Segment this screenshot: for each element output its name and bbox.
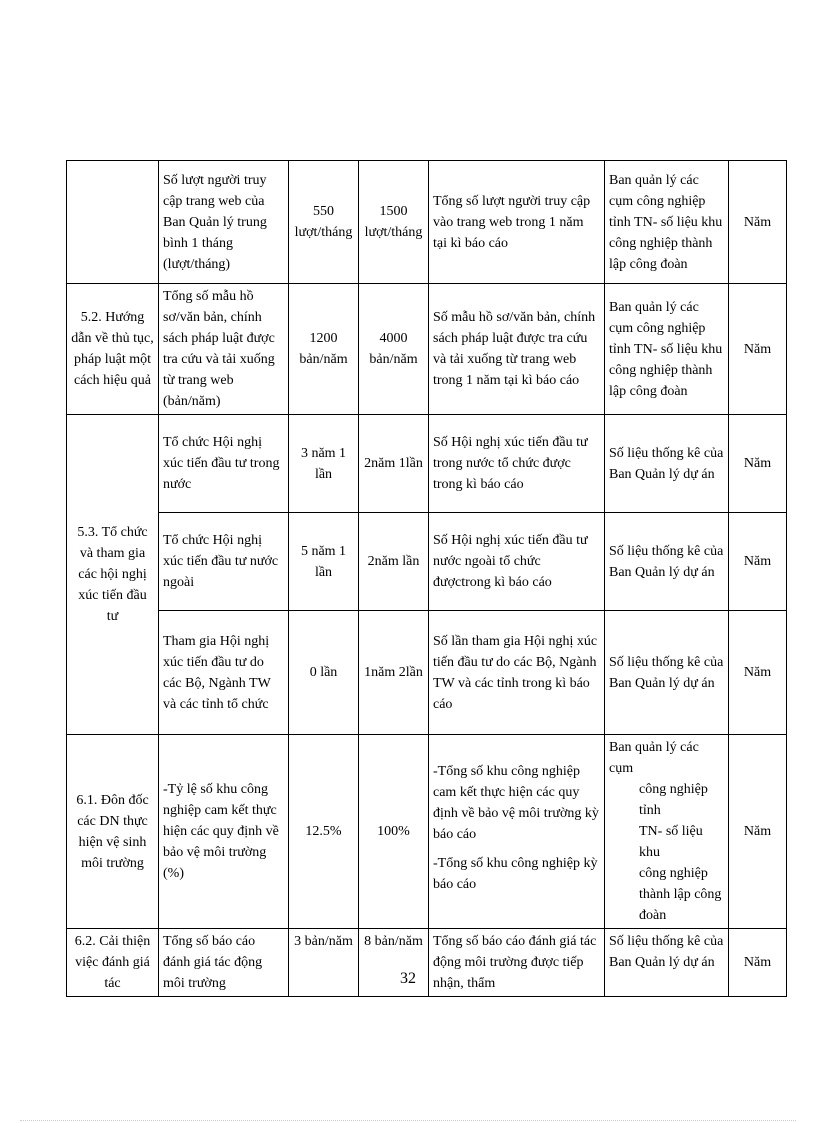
method-cell: Số Hội nghị xúc tiến đầu tư nước ngoài tổ chức đượctrong kì báo cáo (429, 513, 605, 611)
page-number: 32 (400, 970, 416, 987)
table-row (67, 735, 787, 929)
task-cell: 5.3. Tổ chức và tham gia các hội nghị xúc tiến đầu tư (67, 415, 159, 735)
source-line: đoàn (639, 908, 667, 923)
source-line: công nghiệp (639, 866, 708, 881)
footer-divider (20, 1120, 796, 1121)
task-cell: 6.1. Đôn đốc các DN thực hiện vệ sinh môi trường (67, 735, 159, 929)
source-cell: Số liệu thống kê của Ban Quản lý dự án (605, 929, 729, 997)
baseline-cell: 550 lượt/tháng (289, 161, 359, 284)
baseline-cell: 5 năm 1 lần (289, 513, 359, 611)
baseline-cell: 3 bản/năm (289, 929, 359, 997)
target-cell: 2năm lần (359, 513, 429, 611)
table-row (67, 284, 787, 415)
indicator-table (66, 160, 787, 997)
frequency-cell: Năm (729, 284, 787, 415)
target-cell: 1500 lượt/tháng (359, 161, 429, 284)
source-cell: Số liệu thống kê của Ban Quản lý dự án (605, 415, 729, 513)
target-cell: 100% (359, 735, 429, 929)
target-cell: 8 bản/năm (359, 929, 429, 997)
indicator-cell: Tham gia Hội nghị xúc tiến đầu tư do các Bộ, Ngành TW và các tỉnh tổ chức (159, 611, 289, 735)
indicator-cell: Tổ chức Hội nghị xúc tiến đầu tư nước ngoài (159, 513, 289, 611)
source-line: Ban quản lý các cụm (609, 740, 699, 776)
indicator-cell: Tổng số mẫu hồ sơ/văn bản, chính sách pháp luật được tra cứu và tải xuống từ trang web (bản/năm) (159, 284, 289, 415)
indicator-cell: Tổng số báo cáo đánh giá tác động môi trường (159, 929, 289, 997)
frequency-cell: Năm (729, 513, 787, 611)
baseline-cell: 3 năm 1 lần (289, 415, 359, 513)
target-cell: 2năm 1lần (359, 415, 429, 513)
table-row (67, 611, 787, 735)
source-cell: Số liệu thống kê của Ban Quản lý dự án (605, 513, 729, 611)
source-line: TN- số liệu khu (639, 824, 703, 860)
table-row (67, 161, 787, 284)
target-cell: 1năm 2lần (359, 611, 429, 735)
table-row (67, 415, 787, 513)
source-cell: Số liệu thống kê của Ban Quản lý dự án (605, 611, 729, 735)
method-cell (429, 735, 605, 929)
method-cell: Tổng số báo cáo đánh giá tác động môi trường được tiếp nhận, thẩm (429, 929, 605, 997)
task-cell (67, 161, 159, 284)
baseline-cell: 12.5% (289, 735, 359, 929)
method-line: -Tổng số khu công nghiệp kỳ báo cáo (433, 855, 598, 892)
baseline-cell: 1200 bản/năm (289, 284, 359, 415)
frequency-cell: Năm (729, 415, 787, 513)
task-cell: 6.2. Cải thiện việc đánh giá tác (67, 929, 159, 997)
source-line: thành lập công (639, 887, 722, 902)
baseline-cell: 0 lần (289, 611, 359, 735)
source-cell: Ban quản lý các cụm công nghiệp tỉnh TN- số liệu khu công nghiệp thành lập công đoàn (605, 161, 729, 284)
frequency-cell: Năm (729, 161, 787, 284)
indicator-cell: Tổ chức Hội nghị xúc tiến đầu tư trong nước (159, 415, 289, 513)
source-line: công nghiệp tỉnh (639, 782, 708, 818)
method-cell: Số mẫu hồ sơ/văn bản, chính sách pháp luật được tra cứu và tải xuống từ trang web trong 1 năm tại kì báo cáo (429, 284, 605, 415)
table-row (67, 513, 787, 611)
method-cell: Số Hội nghị xúc tiến đầu tư trong nước tổ chức được trong kì báo cáo (429, 415, 605, 513)
target-cell: 4000 bản/năm (359, 284, 429, 415)
source-cell: Ban quản lý các cụm công nghiệp tỉnh TN- số liệu khu công nghiệp thành lập công đoàn (605, 284, 729, 415)
method-cell: Tổng số lượt người truy cập vào trang web trong 1 năm tại kì báo cáo (429, 161, 605, 284)
indicator-cell: Số lượt người truy cập trang web của Ban Quản lý trung bình 1 tháng (lượt/tháng) (159, 161, 289, 284)
source-cell (605, 735, 729, 929)
indicator-cell: -Tỷ lệ số khu công nghiệp cam kết thực hiện các quy định về bảo vệ môi trường (%) (159, 735, 289, 929)
frequency-cell: Năm (729, 929, 787, 997)
frequency-cell: Năm (729, 611, 787, 735)
task-cell: 5.2. Hướng dẫn về thủ tục, pháp luật một cách hiệu quả (67, 284, 159, 415)
frequency-cell: Năm (729, 735, 787, 929)
method-cell: Số lần tham gia Hội nghị xúc tiến đầu tư do các Bộ, Ngành TW và các tỉnh trong kì báo cáo (429, 611, 605, 735)
method-line: -Tổng số khu công nghiệp cam kết thực hiện các quy định về bảo vệ môi trường kỳ báo cáo (433, 763, 599, 842)
